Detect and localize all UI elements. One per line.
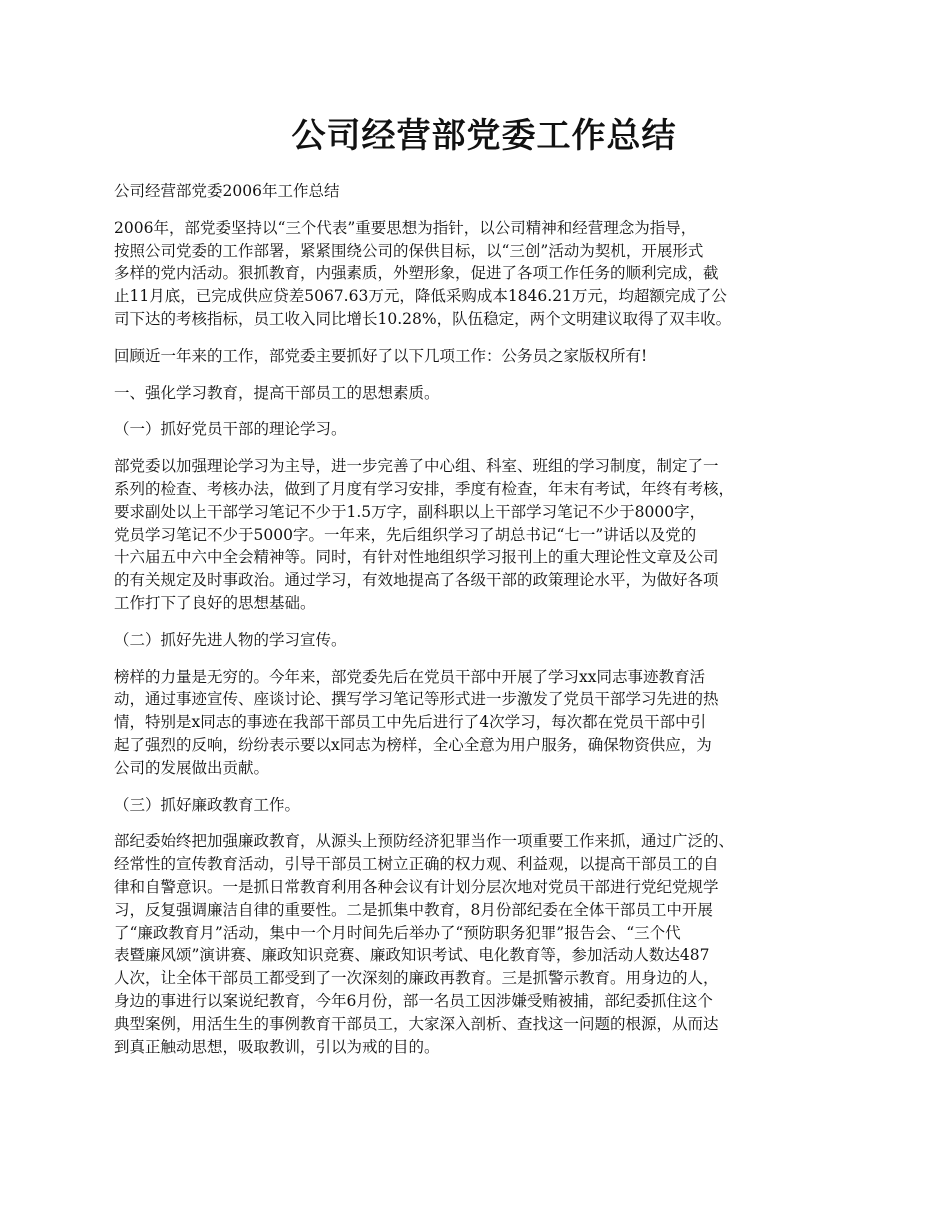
paragraph-line: 到真正触动思想，吸取教训，引以为戒的目的。 — [114, 1037, 440, 1056]
paragraph-line: 部党委以加强理论学习为主导，进一步完善了中心组、科室、班组的学习制度，制定了一 — [114, 457, 719, 476]
paragraph — [114, 382, 854, 405]
paragraph-line: 要求副处以上干部学习笔记不少于1.5万字，副科职以上干部学习笔记不少于8000字， — [114, 502, 706, 521]
paragraph-line: 十六届五中六中全会精神等。同时，有针对性地组织学习报刊上的重大理论性文章及公司 — [114, 548, 719, 567]
paragraph-line: 起了强烈的反响，纷纷表示要以x同志为榜样，全心全意为用户服务，确保物资供应，为 — [114, 735, 712, 754]
paragraph — [114, 418, 854, 441]
paragraph-line: 人次，让全体干部员工都受到了一次深刻的廉政再教育。三是抓警示教育。用身边的人， — [114, 969, 719, 988]
paragraph-line: 表暨廉风颂”演讲赛、廉政知识竞赛、廉政知识考试、电化教育等，参加活动人数达487 — [114, 946, 710, 965]
paragraph-line: 2006年，部党委坚持以“三个代表”重要思想为指针，以公司精神和经营理念为指导， — [114, 218, 697, 237]
paragraph-line: 的有关规定及时事政治。通过学习，有效地提高了各级干部的政策理论水平，为做好各项 — [114, 571, 719, 590]
paragraph-line: 动，通过事迹宣传、座谈讨论、撰写学习笔记等形式进一步激发了党员干部学习先进的热 — [114, 690, 719, 709]
paragraph-line: 党员学习笔记不少于5000字。一年来，先后组织学习了胡总书记“七一”讲话以及党的 — [114, 525, 697, 544]
paragraph — [114, 455, 854, 615]
paragraph-line: 一、强化学习教育，提高干部员工的思想素质。 — [114, 383, 440, 402]
paragraph — [114, 794, 854, 817]
paragraph-line: 回顾近一年来的工作，部党委主要抓好了以下几项工作：公务员之家版权所有! — [114, 346, 648, 365]
paragraph-line: 了“廉政教育月”活动，集中一个月时间先后举办了“预防职务犯罪”报告会、“三个代 — [114, 923, 681, 942]
paragraph-line: 典型案例，用活生生的事例教育干部员工，大家深入剖析、查找这一问题的根源，从而达 — [114, 1014, 719, 1033]
paragraph — [114, 180, 854, 203]
paragraph — [114, 830, 854, 1058]
paragraph-line: （一）抓好党员干部的理论学习。 — [114, 420, 347, 439]
paragraph-line: 司下达的考核指标，员工收入同比增长10.28%，队伍稳定，两个文明建议取得了双丰收。 — [114, 309, 732, 328]
paragraph-line: 习，反复强调廉洁自律的重要性。二是抓集中教育，8月份部纪委在全体干部员工中开展 — [114, 900, 713, 919]
paragraph-line: 公司经营部党委2006年工作总结 — [114, 182, 340, 200]
paragraph-line: 公司的发展做出贡献。 — [114, 758, 270, 777]
paragraph-line: （二）抓好先进人物的学习宣传。 — [114, 630, 347, 649]
document-body — [114, 180, 854, 1072]
paragraph-line: 系列的检查、考核办法，做到了月度有学习安排，季度有检查，年末有考试，年终有考核， — [114, 479, 735, 498]
paragraph-line: 经常性的宣传教育活动，引导干部员工树立正确的权力观、利益观，以提高干部员工的自 — [114, 855, 719, 874]
paragraph-line: 工作打下了良好的思想基础。 — [114, 593, 316, 612]
paragraph-line: 多样的党内活动。狠抓教育，内强素质，外塑形象，促进了各项工作任务的顺利完成，截 — [114, 264, 719, 283]
paragraph — [114, 666, 854, 780]
paragraph-line: 部纪委始终把加强廉政教育，从源头上预防经济犯罪当作一项重要工作来抓，通过广泛的、 — [114, 832, 735, 851]
paragraph-line: 情，特别是x同志的事迹在我部干部员工中先后进行了4次学习，每次都在党员干部中引 — [114, 713, 707, 732]
paragraph-line: 按照公司党委的工作部署，紧紧围绕公司的保供目标，以“三创”活动为契机，开展形式 — [114, 241, 704, 260]
paragraph-line: （三）抓好廉政教育工作。 — [114, 795, 301, 814]
paragraph-line: 律和自警意识。一是抓日常教育利用各种会议有计划分层次地对党员干部进行党纪党规学 — [114, 877, 719, 896]
paragraph-line: 止11月底，已完成供应贷差5067.63万元，降低采购成本1846.21万元，均超额完成了公 — [114, 287, 727, 306]
paragraph — [114, 345, 854, 368]
document-title: 公司经营部党委工作总结 — [291, 116, 677, 156]
paragraph-line: 榜样的力量是无穷的。今年来，部党委先后在党员干部中开展了学习xx同志事迹教育活 — [114, 667, 705, 686]
paragraph — [114, 629, 854, 652]
paragraph — [114, 217, 854, 331]
paragraph-line: 身边的事进行以案说纪教育，今年6月份，部一名员工因涉嫌受贿被捕，部纪委抓住这个 — [114, 991, 713, 1010]
